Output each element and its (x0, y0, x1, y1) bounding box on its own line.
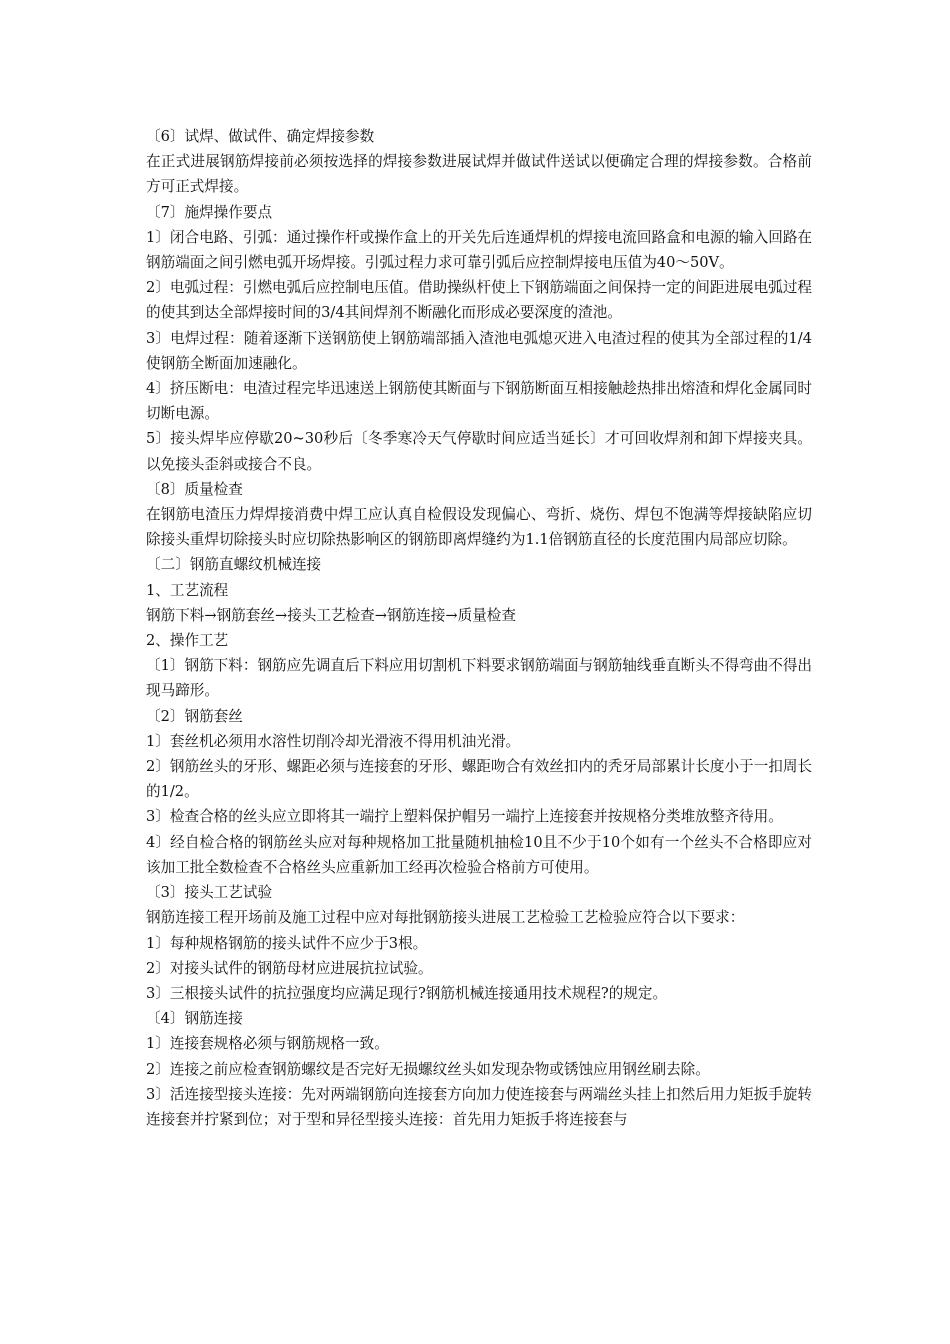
paragraph-quality-check: 在钢筋电渣压力焊焊接消费中焊工应认真自检假设发现偏心、弯折、烧伤、焊包不饱满等焊接缺陷应切除接头重焊切除接头时应切除热影响区的钢筋即离焊缝约为1.1倍钢筋直径的长度范围内局部应切除。 (146, 506, 812, 549)
item-joint-connection-method: 3〕活连接型接头连接：先对两端钢筋向连接套方向加力使连接套与两端丝头挂上扣然后用力矩扳手旋转连接套并拧紧到位；对于型和异径型接头连接：首先用力矩扳手将连接套与 (146, 1085, 813, 1128)
item-test-specimen-count: 1〕每种规格钢筋的接头试件不应少于3根。 (146, 934, 428, 952)
item-arc-process: 2〕电弧过程：引燃电弧后应控制电压值。借助操纵杆使上下钢筋端面之间保持一定的间距进展电弧过程的使其到达全部焊接时间的3/4其间焊剂不断融化而形成必要深度的渣池。 (146, 279, 813, 322)
item-thread-inspection: 2〕连接之前应检查钢筋螺纹是否完好无损螺纹丝头如发现杂物或锈蚀应用钢丝刷去除。 (146, 1060, 710, 1078)
heading-rebar-connection: 〔4〕钢筋连接 (146, 1010, 243, 1028)
item-pause-after-welding: 5〕接头焊毕应停歇20~30秒后〔冬季寒冷天气停歇时间应适当延长〕才可回收焊剂和卸下焊接夹具。以免接头歪斜或接合不良。 (146, 430, 812, 473)
item-tensile-strength-requirement: 3〕三根接头试件的抗拉强度均应满足现行?钢筋机械连接通用技术规程?的规定。 (146, 984, 668, 1002)
item-upset-power-off: 4〕挤压断电：电渣过程完毕迅速送上钢筋使其断面与下钢筋断面互相接触趁热排出熔渣和焊化金属同时切断电源。 (146, 380, 813, 423)
document-body (146, 124, 812, 1132)
paragraph-trial-welding: 在正式进展钢筋焊接前必须按选择的焊接参数进展试焊并做试件送试以便确定合理的焊接参数。合格前方可正式焊接。 (146, 153, 812, 196)
item-thread-profile: 2〕钢筋丝头的牙形、螺距必须与连接套的牙形、螺距吻合有效丝扣内的秃牙局部累计长度小于一扣周长的1/2。 (146, 758, 813, 801)
paragraph-joint-process-test: 钢筋连接工程开场前及施工过程中应对每批钢筋接头进展工艺检验工艺检验应符合以下要求： (146, 909, 745, 927)
item-electroslag-process: 3〕电焊过程：随着逐渐下送钢筋使上钢筋端部插入渣池电弧熄灭进入电渣过程的使其为全部过程的1/4使钢筋全断面加速融化。 (146, 329, 812, 372)
heading-operation-process: 2、操作工艺 (146, 632, 229, 650)
section-heading-threaded-connection: 〔二〕钢筋直螺纹机械连接 (146, 556, 322, 574)
item-thread-protection: 3〕检查合格的丝头应立即将其一端拧上塑料保护帽另一端拧上连接套并按规格分类堆放整齐待用。 (146, 808, 783, 826)
heading-welding-operation-points: 〔7〕施焊操作要点 (146, 203, 273, 221)
item-threading-coolant: 1〕套丝机必须用水溶性切削冷却光滑液不得用机油光滑。 (146, 732, 521, 750)
item-thread-sampling: 4〕经自检合格的钢筋丝头应对每种规格加工批量随机抽检10且不少于10个如有一个丝头不合格即应对该加工批全数检查不合格丝头应重新加工经再次检验合格前方可使用。 (146, 833, 812, 876)
heading-process-flow: 1、工艺流程 (146, 581, 229, 599)
paragraph-process-flow: 钢筋下料→钢筋套丝→接头工艺检查→钢筋连接→质量检查 (146, 606, 516, 624)
item-rebar-cutting: 〔1〕钢筋下料：钢筋应先调直后下料应用切割机下料要求钢筋端面与钢筋轴线垂直断头不得弯曲不得出现马蹄形。 (146, 657, 813, 700)
heading-rebar-threading: 〔2〕钢筋套丝 (146, 707, 243, 725)
item-coupler-spec: 1〕连接套规格必须与钢筋规格一致。 (146, 1035, 389, 1053)
heading-trial-welding: 〔6〕试焊、做试件、确定焊接参数 (146, 128, 375, 145)
item-close-circuit-arc: 1〕闭合电路、引弧：通过操作杆或操作盒上的开关先后连通焊机的焊接电流回路盒和电源的输入回路在钢筋端面之间引燃电弧开场焊接。引弧过程力求可靠引弧后应控制焊接电压值为40～50V。 (146, 228, 813, 272)
heading-quality-check: 〔8〕质量检查 (146, 480, 243, 498)
item-tensile-test: 2〕对接头试件的钢筋母材应进展抗拉试验。 (146, 959, 433, 977)
heading-joint-process-test: 〔3〕接头工艺试验 (146, 884, 273, 902)
